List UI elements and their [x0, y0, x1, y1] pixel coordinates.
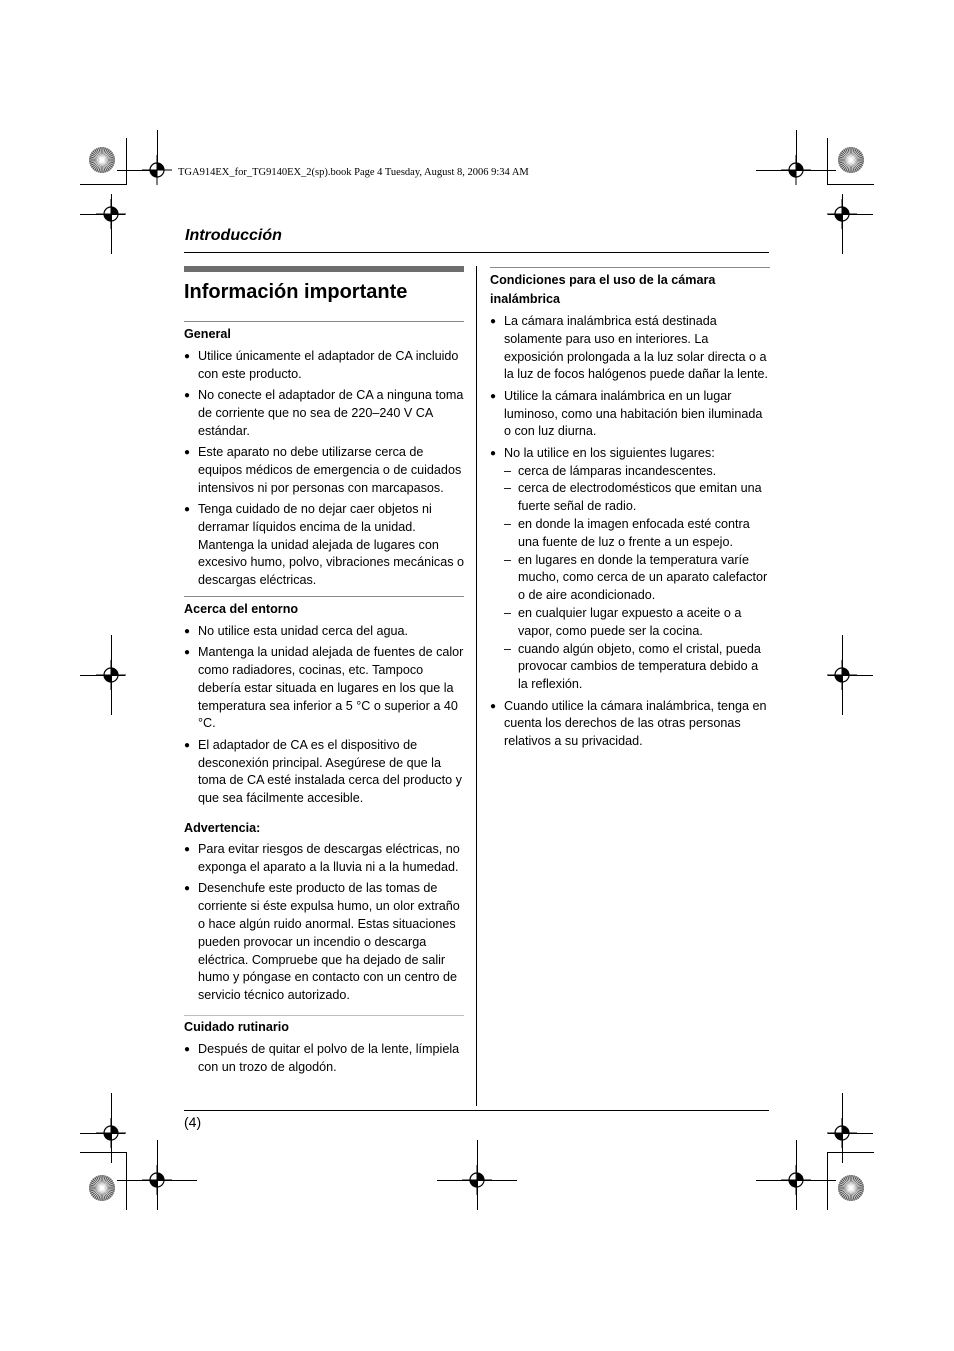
color-rosette-mark [837, 146, 865, 174]
crop-line [157, 130, 158, 170]
advertencia-list [184, 841, 464, 1005]
section-title-general: General [184, 327, 231, 341]
page-number: (4) [184, 1114, 202, 1130]
list-item: ● No utilice esta unidad cerca del agua. [184, 623, 464, 641]
crop-line [126, 138, 127, 185]
crop-line [117, 1180, 197, 1181]
entorno-list [184, 623, 464, 808]
crop-line [828, 675, 873, 676]
color-rosette-mark [837, 1174, 865, 1202]
crop-line [827, 1152, 874, 1153]
crop-line [80, 675, 125, 676]
crop-line [477, 1140, 478, 1210]
color-rosette-mark [88, 146, 116, 174]
page-title: Información importante [184, 281, 408, 303]
list-item: ● La cámara inalámbrica está destinada solamente para uso en interiores. La exposición prolongada a la luz solar directa o a la luz de focos halógenos puede dañar la lente. [490, 313, 770, 384]
crop-line [796, 1140, 797, 1210]
list-item-text: No la utilice en los siguientes lugares: [504, 445, 715, 460]
list-item: ● Mantenga la unidad alejada de fuentes de calor como radiadores, cocinas, etc. Tampoco debería estar situada en lugares en los que la temperatura sea inferior a 5 °C o superior a 40 °C. [184, 644, 464, 733]
book-file-header: TGA914EX_for_TG9140EX_2(sp).book Page 4 Tuesday, August 8, 2006 9:34 AM [178, 167, 529, 178]
sub-list-item: – cuando algún objeto, como el cristal, pueda provocar cambios de temperatura debido a la reflexión. [504, 641, 770, 694]
list-item: ● Después de quitar el polvo de la lente, límpiela con un trozo de algodón. [184, 1041, 464, 1077]
crop-line [437, 1180, 517, 1181]
list-item: ● Desenchufe este producto de las tomas de corriente si éste expulsa humo, un olor extraño o hace algún ruido anormal. Estas situaciones pueden provocar un incendio o descarga eléctrica. Compruebe que ha dejado de salir humo y póngase en contacto con un centro de servicio técnico autorizado. [184, 880, 464, 1005]
column-divider [476, 266, 477, 1106]
list-item: ● Cuando utilice la cámara inalámbrica, tenga en cuenta los derechos de las otras personas relativos a su privacidad. [490, 698, 770, 751]
left-column [184, 266, 464, 1080]
sub-list-item: – en lugares en donde la temperatura varíe mucho, como cerca de un aparato calefactor o de aire acondicionado. [504, 552, 770, 605]
sub-list-item: – cerca de lámparas incandescentes. [504, 463, 770, 481]
crop-line [80, 214, 125, 215]
color-rosette-mark [88, 1174, 116, 1202]
header-rule [184, 252, 769, 253]
sub-list-item: – en donde la imagen enfocada esté contra una fuente de luz o frente a un espejo. [504, 516, 770, 552]
list-item: ● El adaptador de CA es el dispositivo de desconexión principal. Asegúrese de que la toma de CA esté instalada cerca del producto y que sea fácilmente accesible. [184, 737, 464, 808]
section-title-cuidado: Cuidado rutinario [184, 1020, 289, 1035]
title-bar [184, 266, 464, 272]
crop-line [111, 194, 112, 254]
general-list [184, 348, 464, 590]
crop-line [756, 170, 836, 171]
section-title-advertencia: Advertencia: [184, 821, 261, 836]
crop-line [828, 1133, 873, 1134]
cuidado-list [184, 1041, 464, 1077]
crop-line [827, 138, 828, 185]
crop-line [827, 1152, 828, 1210]
list-item: ● Este aparato no debe utilizarse cerca de equipos médicos de emergencia o de cuidados intensivos ni por personas con marcapasos. [184, 444, 464, 497]
list-item: ● Utilice la cámara inalámbrica en un lugar luminoso, como una habitación bien iluminada o con luz diurna. [490, 388, 770, 441]
sub-list-item: – cerca de electrodomésticos que emitan una fuerte señal de radio. [504, 480, 770, 516]
list-item: ● No conecte el adaptador de CA a ninguna toma de corriente que no sea de 220–240 V CA estándar. [184, 387, 464, 440]
crop-line [157, 1140, 158, 1210]
right-column [490, 266, 770, 755]
list-item: ● Utilice únicamente el adaptador de CA incluido con este producto. [184, 348, 464, 384]
list-item: ● Tenga cuidado de no dejar caer objetos ni derramar líquidos encima de la unidad. Mantenga la unidad alejada de lugares con excesivo humo, polvo, vibraciones mecánicas o descargas eléctricas. [184, 501, 464, 590]
list-item [490, 445, 770, 694]
crop-line [796, 130, 797, 170]
crop-line [80, 1133, 125, 1134]
crop-line [126, 1152, 127, 1210]
crop-line [842, 194, 843, 254]
section-title-entorno: Acerca del entorno [184, 601, 299, 616]
crop-line [828, 214, 873, 215]
sub-list-item: – en cualquier lugar expuesto a aceite o a vapor, como puede ser la cocina. [504, 605, 770, 641]
footer-rule [184, 1110, 769, 1111]
crop-line [80, 1152, 127, 1153]
crop-line [827, 184, 874, 185]
locations-sublist [504, 463, 770, 694]
crop-line [80, 184, 127, 185]
crop-line [117, 170, 157, 171]
crop-line [756, 1180, 836, 1181]
section-title-camara: Condiciones para el uso de la cámara inalámbrica [490, 273, 716, 306]
camara-list [490, 313, 770, 751]
section-header: Introducción [185, 227, 282, 244]
list-item: ● Para evitar riesgos de descargas eléctricas, no exponga el aparato a la lluvia ni a la humedad. [184, 841, 464, 877]
